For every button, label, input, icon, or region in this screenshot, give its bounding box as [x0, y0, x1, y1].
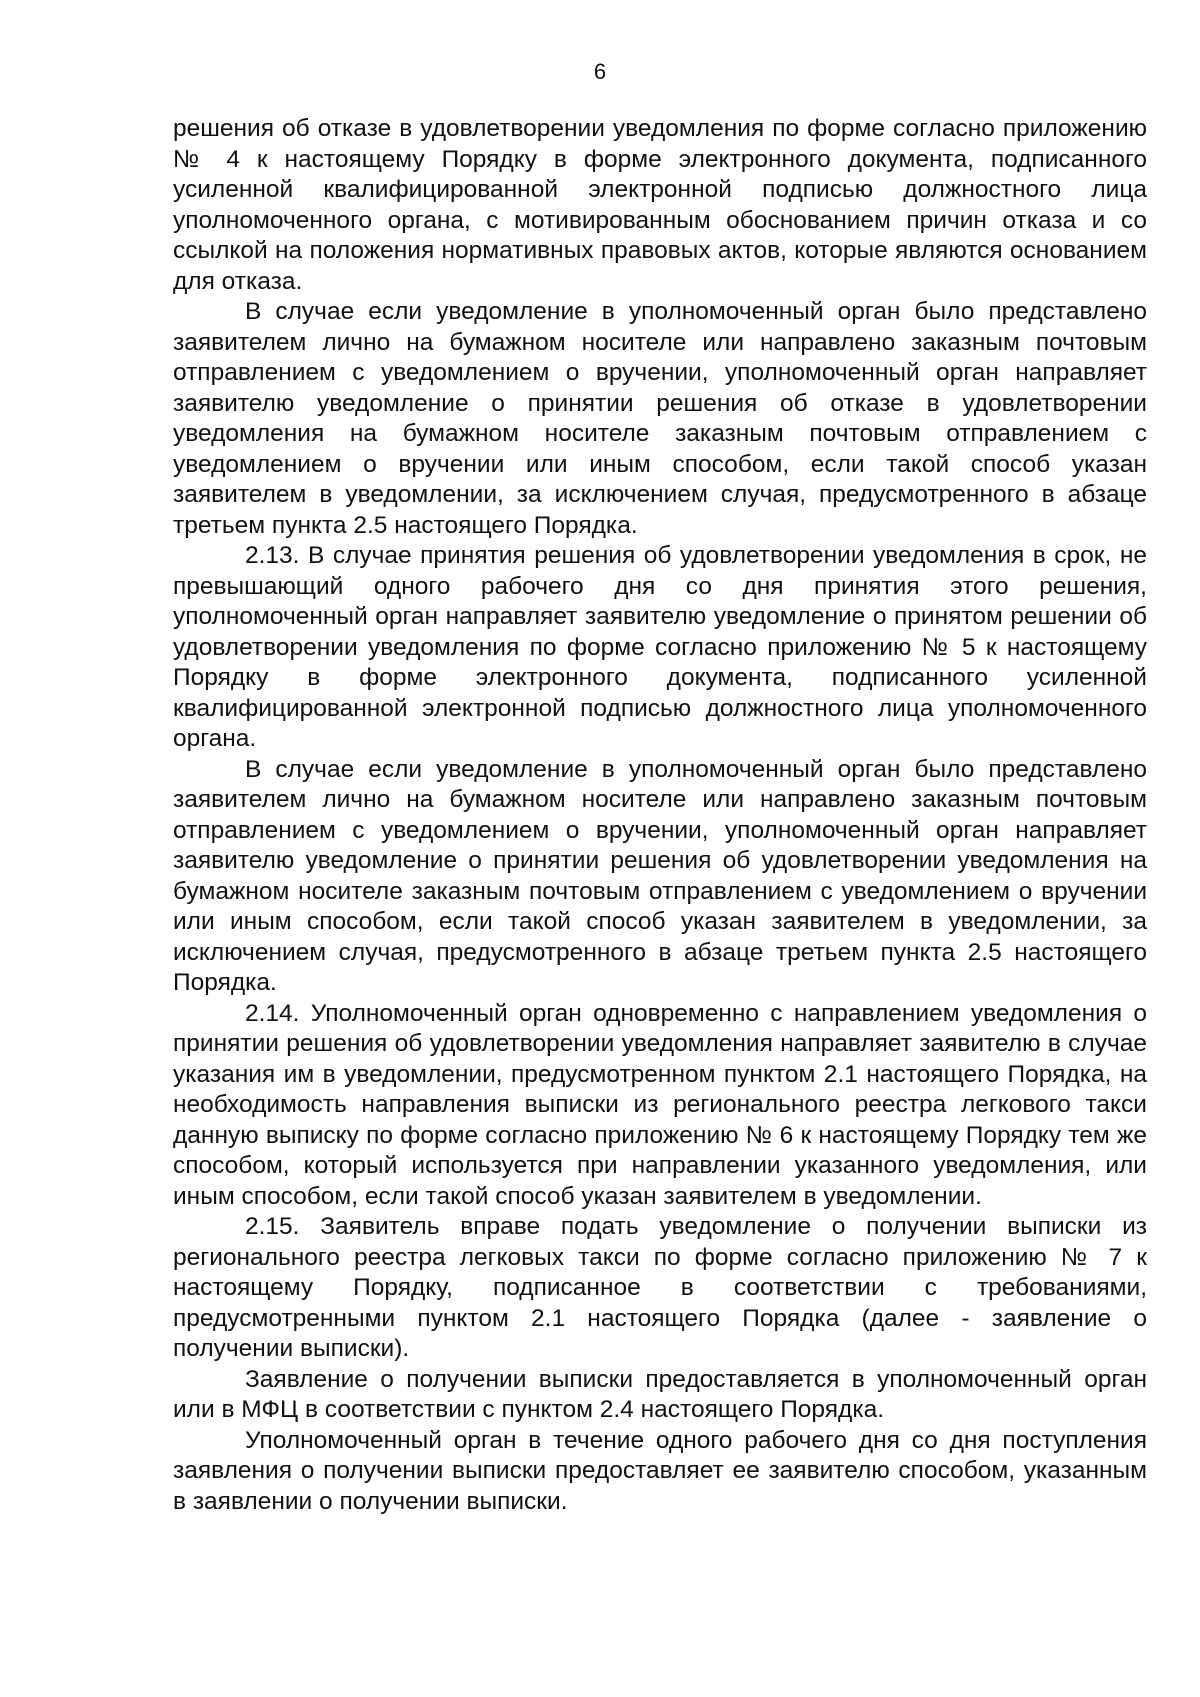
paragraph-2-15: 2.15. Заявитель вправе подать уведомление о получении выписки из регионального реестра легковых такси по форме согласно приложению № 7 к настоящему Порядку, подписанное в соответствии с требованиями, предусмотренными пунктом 2.1 настоящего Порядка (далее - заявление о получении выписки). — [173, 1213, 1147, 1362]
paragraph-2-14: 2.14. Уполномоченный орган одновременно с направлением уведомления о принятии решения об удовлетворении уведомления направляет заявителю в случае указания им в уведомлении, предусмотренном пунктом 2.1 настоящего Порядка, на необходимость направления выписки из регионального реестра легкового такси данную выписку по форме согласно приложению № 6 к настоящему Порядку тем же способом, который используется при направлении указанного уведомления, или иным способом, если такой способ указан заявителем в уведомлении. — [173, 999, 1147, 1210]
paragraph-extract-application: Заявление о получении выписки предоставляется в уполномоченный орган или в МФЦ в соответствии с пунктом 2.4 настоящего Порядка. — [173, 1365, 1147, 1423]
paragraph-continuation: решения об отказе в удовлетворении уведомления по форме согласно приложению № 4 к настоящему Порядку в форме электронного документа, подписанного усиленной квалифицированной электронной подписью должностного лица уполномоченного органа, с мотивированным обоснованием причин отказа и со ссылкой на положения нормативных правовых актов, которые являются основанием для отказа. — [173, 115, 1147, 295]
paragraph-extract-provision: Уполномоченный орган в течение одного рабочего дня со дня поступления заявления о получении выписки предоставляет ее заявителю способом, указанным в заявлении о получении выписки. — [173, 1426, 1147, 1515]
page-number: 6 — [593, 59, 607, 84]
paragraph-2-13: 2.13. В случае принятия решения об удовлетворении уведомления в срок, не превышающий одного рабочего дня со дня принятия этого решения, уполномоченный орган направляет заявителю уведомление о принятом решении об удовлетворении уведомления по форме согласно приложению № 5 к настоящему Порядку в форме электронного документа, подписанного усиленной квалифицированной электронной подписью должностного лица уполномоченного органа. — [173, 542, 1147, 752]
document-body — [173, 114, 1147, 1517]
paragraph-approval-paper-notice: В случае если уведомление в уполномоченный орган было представлено заявителем лично на бумажном носителе или направлено заказным почтовым отправлением с уведомлением о вручении, уполномоченный орган направляет заявителю уведомление о принятии решения об удовлетворении уведомления на бумажном носителе заказным почтовым отправлением с уведомлением о вручении или иным способом, если такой способ указан заявителем в уведомлении, за исключением случая, предусмотренного в абзаце третьем пункта 2.5 настоящего Порядка. — [173, 755, 1147, 996]
paragraph-refusal-paper-notice: В случае если уведомление в уполномоченный орган было представлено заявителем лично на бумажном носителе или направлено заказным почтовым отправлением с уведомлением о вручении, уполномоченный орган направляет заявителю уведомление о принятии решения об отказе в удовлетворении уведомления на бумажном носителе заказным почтовым отправлением с уведомлением о вручении или иным способом, если такой способ указан заявителем в уведомлении, за исключением случая, предусмотренного в абзаце третьем пункта 2.5 настоящего Порядка. — [173, 298, 1147, 539]
